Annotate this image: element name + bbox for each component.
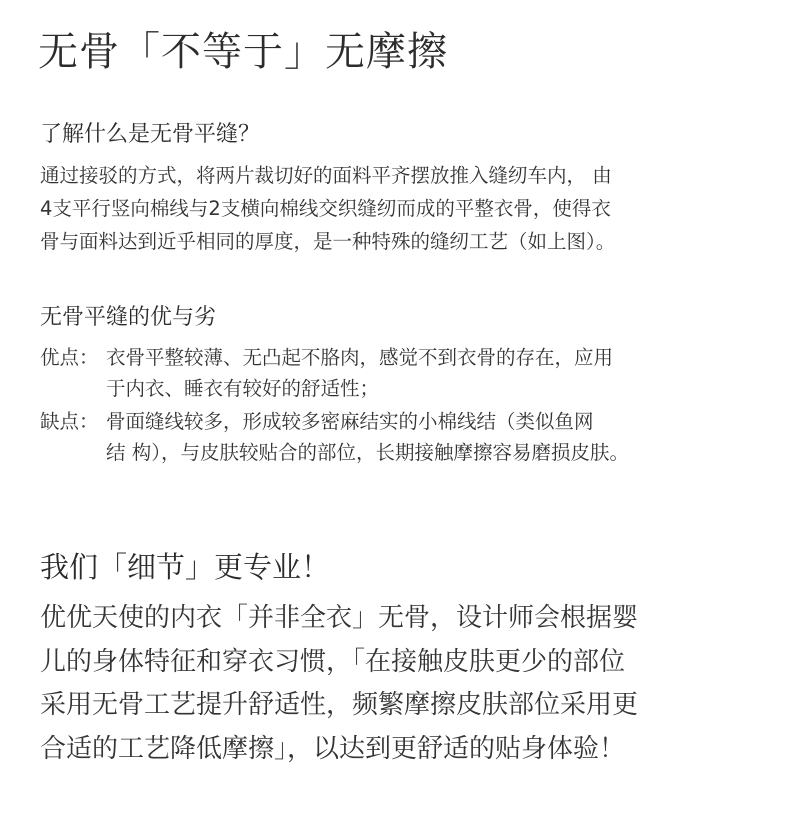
paragraph-line: 合适的工艺降低摩擦」，以达到更舒适的贴身体验！ xyxy=(40,733,626,764)
cons-label: 缺点： xyxy=(40,410,99,433)
paragraph-line: 4支平行竖向棉线与2支横向棉线交织缝纫而成的平整衣骨，使得衣 xyxy=(40,197,611,220)
cons-line: 结 构），与皮肤较贴合的部位，长期接触摩擦容易磨损皮肤。 xyxy=(106,441,629,464)
pros-line: 衣骨平整较薄、无凸起不胳肉，感觉不到衣骨的存在，应用 xyxy=(106,346,614,369)
paragraph-line: 采用无骨工艺提升舒适性，频繁摩擦皮肤部位采用更 xyxy=(40,690,639,720)
section-heading-what-is: 了解什么是无骨平缝？ xyxy=(40,122,261,147)
section-heading-pros-cons: 无骨平缝的优与劣 xyxy=(40,305,217,330)
pros-line: 于内衣、睡衣有较好的舒适性； xyxy=(106,377,380,400)
section-paragraph-details xyxy=(40,597,638,771)
paragraph-line: 儿的身体特征和穿衣习惯，「在接触皮肤更少的部位 xyxy=(40,646,626,677)
paragraph-line: 通过接驳的方式，将两片裁切好的面料平齐摆放推入缝纫车内， 由 xyxy=(40,164,612,187)
section-heading-details: 我们「细节」更专业！ xyxy=(40,550,331,584)
cons-text xyxy=(106,406,629,468)
pros-label: 优点： xyxy=(40,346,99,369)
cons-line: 骨面缝线较多，形成较多密麻结实的小棉线结（类似鱼网 xyxy=(106,410,594,433)
pros-text xyxy=(106,342,613,404)
paragraph-line: 优优天使的内衣「并非全衣」无骨，设计师会根据婴 xyxy=(40,603,639,633)
paragraph-line: 骨与面料达到近乎相同的厚度，是一种特殊的缝纫工艺（如上图）。 xyxy=(40,230,616,253)
page-title: 无骨「不等于」无摩擦 xyxy=(38,29,448,75)
section-paragraph-what-is xyxy=(40,159,615,258)
